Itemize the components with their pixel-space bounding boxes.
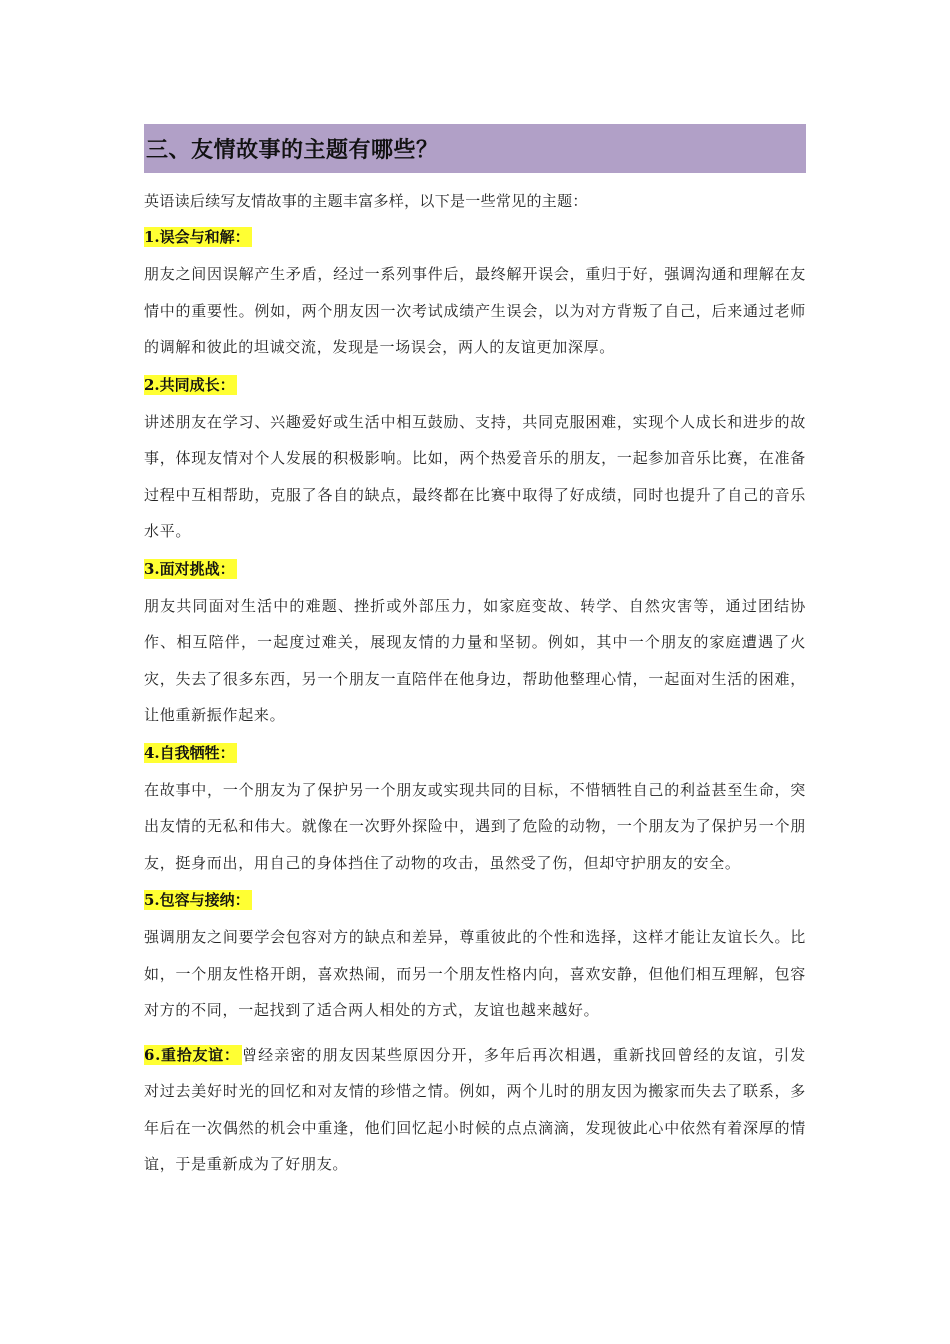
theme-heading: 2.共同成长： <box>144 375 235 394</box>
theme-section-1 <box>144 226 806 366</box>
theme-heading: 6.重拾友谊： <box>144 1045 240 1064</box>
theme-heading: 5.包容与接纳： <box>144 891 250 909</box>
theme-heading: 3.面对挑战： <box>144 559 235 578</box>
theme-section-2 <box>144 374 806 550</box>
theme-heading: 1.误会与和解： <box>144 228 250 246</box>
theme-heading: 4.自我牺牲： <box>144 743 235 762</box>
theme-text: 讲述朋友在学习、兴趣爱好或生活中相互鼓励、支持，共同克服困难，实现个人成长和进步的故事，体现友情对个人发展的积极影响。比如，两个热爱音乐的朋友，一起参加音乐比赛，在准备过程中互相帮助，克服了各自的缺点，最终都在比赛中取得了好成绩，同时也提升了自己的音乐水平。 <box>144 412 806 540</box>
theme-text: 强调朋友之间要学会包容对方的缺点和差异，尊重彼此的个性和选择，这样才能让友谊长久。比如，一个朋友性格开朗，喜欢热闹，而另一个朋友性格内向，喜欢安静，但他们相互理解，包容对方的不同，一起找到了适合两人相处的方式，友谊也越来越好。 <box>144 928 806 1019</box>
document-page <box>144 124 806 1191</box>
theme-section-4 <box>144 742 806 882</box>
theme-text: 朋友共同面对生活中的难题、挫折或外部压力，如家庭变故、转学、自然灾害等，通过团结协作、相互陪伴，一起度过难关，展现友情的力量和坚韧。例如，其中一个朋友的家庭遭遇了火灾，失去了很多东西，另一个朋友一直陪伴在他身边，帮助他整理心情，一起面对生活的困难，让他重新振作起来。 <box>144 596 806 724</box>
theme-section-6 <box>144 1037 806 1183</box>
theme-text: 朋友之间因误解产生矛盾，经过一系列事件后，最终解开误会，重归于好，强调沟通和理解在友情中的重要性。例如，两个朋友因一次考试成绩产生误会，以为对方背叛了自己，后来通过老师的调解和彼此的坦诚交流，发现是一场误会，两人的友谊更加深厚。 <box>144 265 806 356</box>
page-title: 三、友情故事的主题有哪些？ <box>146 137 439 163</box>
theme-section-5 <box>144 889 806 1029</box>
theme-section-3 <box>144 558 806 734</box>
theme-text: 曾经亲密的朋友因某些原因分开，多年后再次相遇，重新找回曾经的友谊，引发对过去美好时光的回忆和对友情的珍惜之情。例如，两个儿时的朋友因为搬家而失去了联系，多年后在一次偶然的机会中重逢，他们回忆起小时候的点点滴滴，发现彼此心中依然有着深厚的情谊，于是重新成为了好朋友。 <box>144 1045 806 1173</box>
section-title-bar <box>144 124 806 173</box>
intro-paragraph: 英语读后续写友情故事的主题丰富多样，以下是一些常见的主题： <box>144 192 588 210</box>
theme-text: 在故事中，一个朋友为了保护另一个朋友或实现共同的目标，不惜牺牲自己的利益甚至生命，突出友情的无私和伟大。就像在一次野外探险中，遇到了危险的动物，一个朋友为了保护另一个朋友，挺身而出，用自己的身体挡住了动物的攻击，虽然受了伤，但却守护朋友的安全。 <box>144 780 806 872</box>
